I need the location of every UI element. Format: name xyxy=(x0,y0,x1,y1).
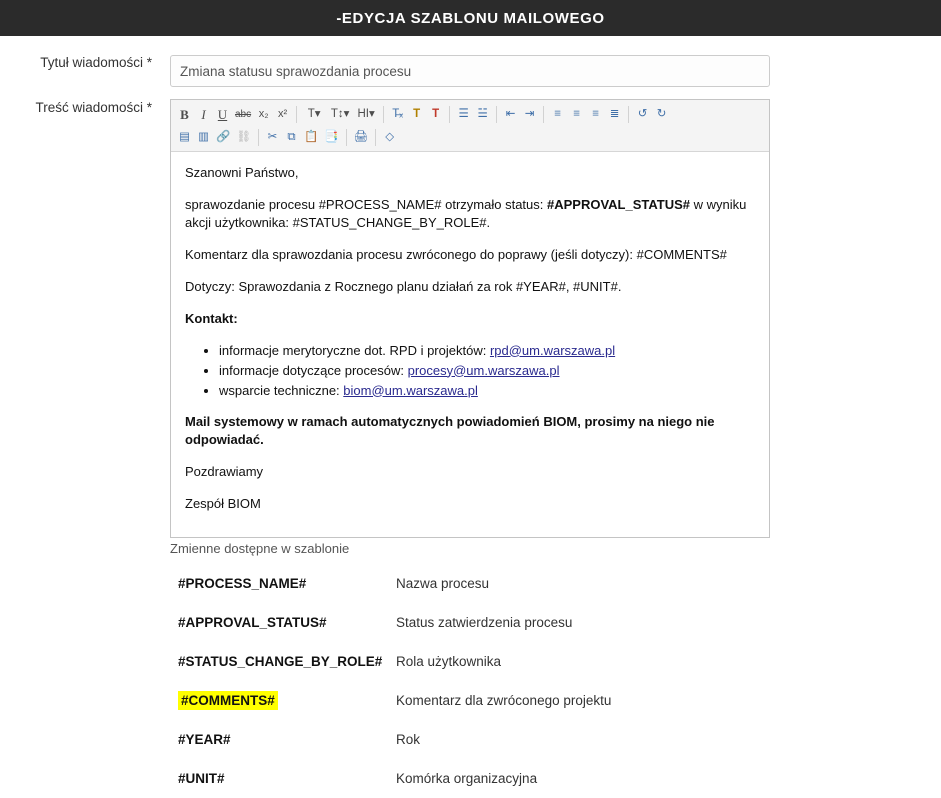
table-row xyxy=(170,642,870,681)
undo-icon[interactable]: ↺ xyxy=(637,107,648,120)
table-row xyxy=(170,720,870,759)
variable-key[interactable]: #STATUS_CHANGE_BY_ROLE# xyxy=(178,654,383,669)
copy-icon[interactable]: ⧉ xyxy=(287,130,296,143)
subscript-icon[interactable]: x₂ xyxy=(258,108,269,120)
variable-key[interactable]: #UNIT# xyxy=(178,771,225,786)
email-system-notice: Mail systemowy w ramach automatycznych powiadomień BIOM, prosimy na niego nie odpowiadać. xyxy=(185,414,715,448)
variable-description: Rola użytkownika xyxy=(396,654,502,669)
message-title-input[interactable] xyxy=(170,55,770,87)
link-icon[interactable]: 🔗 xyxy=(216,130,231,143)
text-color-icon[interactable]: T xyxy=(413,107,421,120)
table-row xyxy=(170,759,870,798)
email-contact-list xyxy=(185,342,755,400)
email-paragraph-scope: Dotyczy: Sprawozdania z Rocznego planu działań za rok #YEAR#, #UNIT#. xyxy=(185,278,622,294)
variable-key[interactable]: #APPROVAL_STATUS# xyxy=(178,615,327,630)
editor-toolbar xyxy=(171,100,769,152)
rich-text-editor[interactable] xyxy=(170,99,770,538)
variables-heading: Zmienne dostępne w szablonie xyxy=(170,541,350,556)
variable-description: Rok xyxy=(396,732,421,747)
remove-format-icon[interactable]: T̶ₓ xyxy=(392,107,404,120)
font-size-icon[interactable]: T↕▾ xyxy=(330,107,350,120)
variable-description: Komórka organizacyjna xyxy=(396,771,538,786)
toolbar-separator xyxy=(628,106,629,123)
cut-icon[interactable]: ✂ xyxy=(267,130,278,143)
increase-indent-icon[interactable]: ⇥ xyxy=(524,107,535,120)
variable-key[interactable]: #YEAR# xyxy=(178,732,231,747)
toolbar-row-secondary xyxy=(175,126,767,149)
unlink-icon[interactable]: ⛓ xyxy=(236,130,251,143)
source-align-icon[interactable]: ▤ xyxy=(179,130,190,143)
variable-description: Status zatwierdzenia procesu xyxy=(396,615,573,630)
contact-label-1: informacje dotyczące procesów: xyxy=(219,362,408,378)
contact-label-2: wsparcie techniczne: xyxy=(219,382,344,398)
page-title: -EDYCJA SZABLONU MAILOWEGO xyxy=(336,9,605,27)
decrease-indent-icon[interactable]: ⇤ xyxy=(505,107,516,120)
list-item xyxy=(219,362,755,380)
variable-key[interactable] xyxy=(170,693,388,708)
variable-description: Komentarz dla zwróconego projektu xyxy=(396,693,612,708)
bold-icon[interactable]: B xyxy=(180,107,189,122)
email-signoff: Pozdrawiamy xyxy=(185,464,264,480)
font-family-icon[interactable]: T▾ xyxy=(307,107,321,120)
paste-text-icon[interactable]: 📑 xyxy=(324,130,339,143)
toolbar-separator xyxy=(346,129,347,146)
contact-link-0[interactable]: rpd@um.warszawa.pl xyxy=(489,342,616,358)
list-item xyxy=(219,342,755,360)
italic-icon[interactable]: I xyxy=(201,107,206,122)
editor-content-area[interactable] xyxy=(171,152,769,537)
align-right-icon[interactable]: ≡ xyxy=(592,107,599,120)
contact-link-1[interactable]: procesy@um.warszawa.pl xyxy=(407,362,560,378)
status-text-post: w wyniku akcji użytkownika: #STATUS_CHANGE_BY_ROLE#. xyxy=(185,196,747,230)
toolbar-separator xyxy=(296,106,297,123)
email-contact-heading xyxy=(185,310,755,328)
underline-icon[interactable]: U xyxy=(217,107,228,122)
redo-icon[interactable]: ↻ xyxy=(656,107,667,120)
toolbar-separator xyxy=(543,106,544,123)
toolbar-row-primary xyxy=(175,103,767,126)
paste-icon[interactable]: 📋 xyxy=(303,130,319,143)
email-paragraph-comments: Komentarz dla sprawozdania procesu zwróconego do poprawy (jeśli dotyczy): #COMMENTS# xyxy=(185,246,727,262)
source-code-icon[interactable]: ◇ xyxy=(385,130,395,143)
toolbar-separator xyxy=(383,106,384,123)
toolbar-separator xyxy=(496,106,497,123)
print-icon[interactable]: 🖨 xyxy=(353,130,369,143)
list-item xyxy=(219,382,755,400)
contact-link-2[interactable]: biom@um.warszawa.pl xyxy=(343,382,478,398)
title-field-label: Tytuł wiadomości * xyxy=(40,55,152,70)
align-left-icon[interactable]: ≡ xyxy=(554,107,561,120)
table-row xyxy=(170,603,870,642)
background-color-icon[interactable]: T xyxy=(432,107,440,120)
table-row xyxy=(170,564,870,603)
email-greeting: Szanowni Państwo, xyxy=(185,165,299,180)
table-row xyxy=(170,681,870,720)
toolbar-separator xyxy=(375,129,376,146)
page-break-icon[interactable]: ▥ xyxy=(198,130,209,143)
align-justify-icon[interactable]: ≣ xyxy=(609,107,620,120)
variable-key[interactable]: #PROCESS_NAME# xyxy=(178,576,307,591)
variable-description: Nazwa procesu xyxy=(396,576,490,591)
email-team: Zespół BIOM xyxy=(185,496,261,512)
status-text-pre: sprawozdanie procesu #PROCESS_NAME# otrzymało status: xyxy=(185,196,547,212)
contact-heading-text: Kontakt: xyxy=(185,310,238,326)
contact-label-0: informacje merytoryczne dot. RPD i projektów: xyxy=(219,342,490,358)
page-header xyxy=(0,0,941,36)
body-field-label: Treść wiadomości * xyxy=(35,100,152,115)
superscript-icon[interactable]: x² xyxy=(278,108,288,120)
numbered-list-icon[interactable]: ☱ xyxy=(477,107,488,120)
heading-icon[interactable]: HI▾ xyxy=(357,107,375,120)
variable-key-highlight: #COMMENTS# xyxy=(178,691,278,710)
template-edit-form xyxy=(0,36,941,786)
align-center-icon[interactable]: ≡ xyxy=(573,107,580,120)
toolbar-separator xyxy=(449,106,450,123)
variables-list xyxy=(170,564,870,798)
bulleted-list-icon[interactable]: ☰ xyxy=(458,107,469,120)
email-paragraph-status xyxy=(185,196,755,232)
strikethrough-icon[interactable]: abc xyxy=(235,108,252,120)
toolbar-separator xyxy=(258,129,259,146)
status-variable: #APPROVAL_STATUS# xyxy=(547,196,691,212)
